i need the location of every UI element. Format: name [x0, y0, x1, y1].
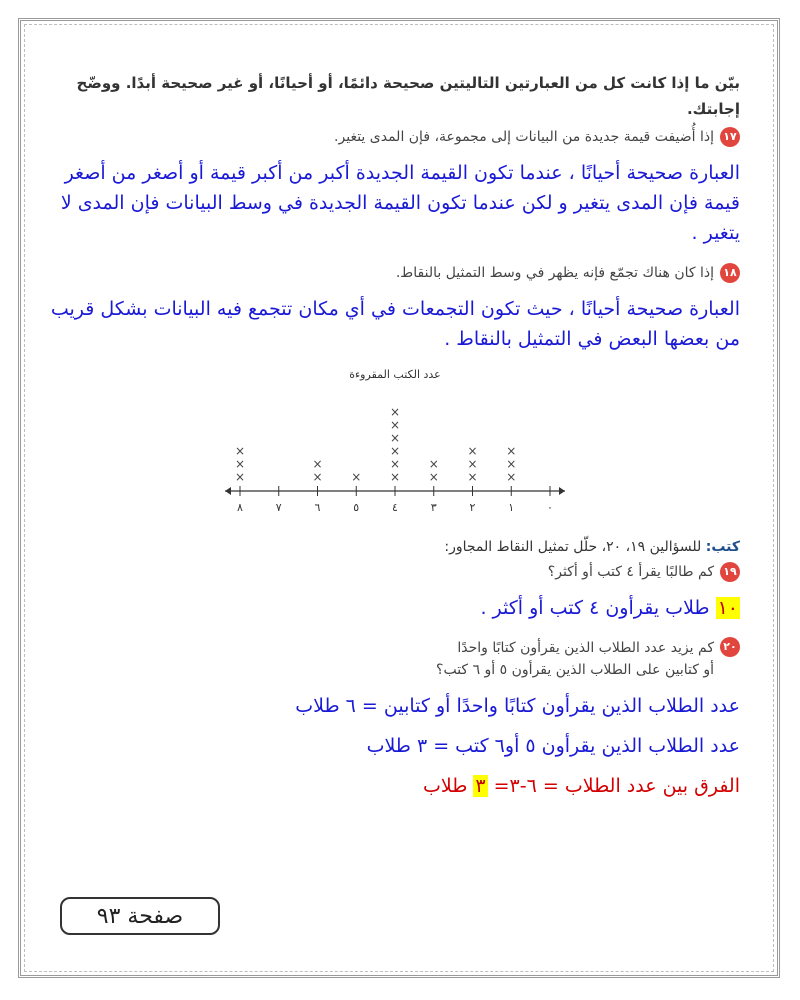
tick-label: ١ — [508, 501, 515, 514]
question-text-line-2: أو كتابين على الطلاب الذين يقرأون ٥ أو ٦ كتب؟ — [436, 662, 714, 678]
tick-label: ٧ — [275, 501, 282, 514]
dot-mark: × — [428, 457, 439, 471]
answer-text: طلاب يقرأون ٤ كتب أو أكثر . — [480, 597, 716, 619]
answer-unit: طلاب — [422, 775, 474, 797]
dot-mark: × — [234, 444, 246, 458]
answer-20-line-2: عدد الطلاب الذين يقرأون ٥ أو٦ كتب = ٣ طلاب — [366, 735, 740, 757]
dot-mark: × — [467, 457, 478, 471]
dot-mark: × — [234, 470, 246, 484]
axis-arrow — [225, 487, 231, 495]
question-text: إذا أُضيفت قيمة جديدة من البيانات إلى مجموعة، فإن المدى يتغير. — [334, 129, 714, 145]
highlighted-number: ١٠ — [717, 597, 738, 619]
dot-plot-svg — [50, 381, 740, 521]
answer-18: العبارة صحيحة أحيانًا ، حيث تكون التجمعات في أي مكان تتجمع فيه البيانات بشكل قريب من بعضها البعض في التمثيل بالنقاط . — [50, 298, 740, 350]
dot-mark: × — [389, 431, 401, 445]
dot-mark: × — [389, 405, 401, 419]
answer-19 — [50, 593, 740, 623]
question-number-badge: ١٧ — [720, 127, 740, 147]
instructions: بيّن ما إذا كانت كل من العبارتين التاليتين صحيحة دائمًا، أو أحيانًا، أو غير صحيحة أبدًا. ووضّح إجابتك. — [76, 74, 740, 118]
dot-mark: × — [506, 444, 517, 458]
question-20 — [50, 637, 740, 681]
question-19 — [50, 561, 740, 583]
dot-mark: × — [234, 457, 246, 471]
question-text — [436, 637, 714, 681]
tick-label: ٤ — [392, 501, 398, 514]
books-text: للسؤالين ١٩، ٢٠، حلّل تمثيل النقاط المجاور: — [444, 539, 702, 555]
dot-mark: × — [467, 470, 478, 484]
tick-label: ٦ — [314, 501, 321, 514]
dot-mark: × — [506, 470, 517, 484]
tick-label: ٥ — [353, 501, 360, 514]
dot-mark: × — [389, 444, 401, 458]
answer-17: العبارة صحيحة أحيانًا ، عندما تكون القيمة الجديدة أكبر من أكبر قيمة أو أصغر من أصغر قيمة فإن المدى يتغير و لكن عندما تكون القيمة الجديدة في وسط البيانات فإن المدى لا يتغير . — [60, 162, 740, 244]
dot-mark: × — [428, 470, 439, 484]
dot-plot-chart — [50, 381, 740, 531]
dot-mark: × — [389, 470, 401, 484]
page-number-box: صفحة ٩٣ — [60, 897, 220, 935]
dot-mark: × — [506, 457, 517, 471]
axis-arrow — [559, 487, 565, 495]
question-18 — [50, 262, 740, 284]
question-number-badge: ١٩ — [720, 562, 740, 582]
question-text: كم طالبًا يقرأ ٤ كتب أو أكثر؟ — [547, 564, 714, 580]
question-number-badge: ٢٠ — [720, 637, 740, 657]
tick-label: ٣ — [430, 501, 437, 514]
question-17 — [50, 126, 740, 148]
worksheet-content — [50, 70, 740, 811]
question-text: إذا كان هناك تجمّع فإنه يظهر في وسط التمثيل بالنقاط. — [395, 265, 714, 281]
books-label: كتب: — [705, 539, 740, 555]
tick-label: ٠ — [547, 501, 553, 514]
dot-mark: × — [389, 418, 401, 432]
tick-label: ٢ — [469, 501, 476, 514]
question-number-badge: ١٨ — [720, 263, 740, 283]
tick-label: ٨ — [237, 501, 243, 514]
highlighted-number: ٣ — [475, 775, 486, 797]
dot-mark: × — [312, 457, 323, 471]
books-instruction — [50, 535, 740, 559]
dot-mark: × — [312, 470, 323, 484]
chart-title: عدد الكتب المقروءة — [349, 368, 441, 381]
dot-mark: × — [467, 444, 478, 458]
answer-20-line-3 — [50, 771, 740, 801]
question-text-line-1: كم يزيد عدد الطلاب الذين يقرأون كتابًا واحدًا — [457, 640, 714, 656]
answer-difference-text: الفرق بين عدد الطلاب = ٦-٣= — [487, 775, 740, 797]
dot-mark: × — [351, 470, 362, 484]
dot-mark: × — [389, 457, 401, 471]
answer-20-line-1: عدد الطلاب الذين يقرأون كتابًا واحدًا أو كتابين = ٦ طلاب — [295, 695, 740, 717]
